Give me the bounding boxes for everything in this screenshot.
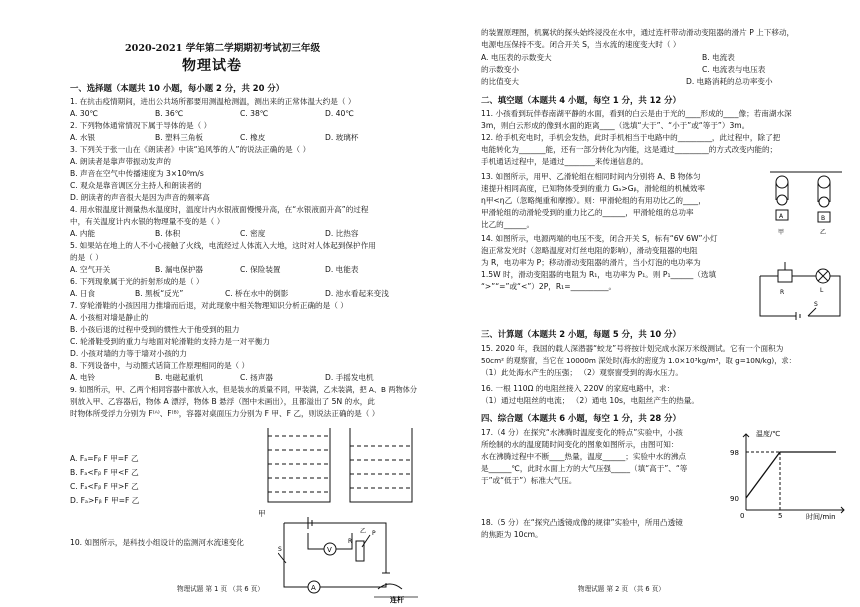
question-9-cont1: 别放入甲、乙容器后，物体 A 漂浮，物体 B 悬浮（图中未画出），且都溢出了 5N 的水，此 <box>70 397 375 406</box>
graph-tick-5: 5 <box>778 512 783 520</box>
q10-circuit-figure <box>278 513 424 607</box>
fig13-label-yi: 乙 <box>820 229 827 236</box>
q7-option-b: B. 小孩后退的过程中受到的惯性大于他受到的阻力 <box>70 325 240 334</box>
question-14-cont4: “>”“=”或“<”）2P，R₁=__________。 <box>481 282 617 291</box>
graph-xlabel: 时间/min <box>806 513 836 520</box>
q1-option-d: D. 40℃ <box>325 109 354 118</box>
fig13-label-b: B <box>821 215 826 222</box>
section-2-heading: 二、填空题（本题共 4 小题，每空 1 分，共 12 分） <box>481 95 681 105</box>
rheostat-symbol <box>778 270 792 282</box>
q1-option-c: C. 38℃ <box>240 109 269 118</box>
question-14-cont3: 1.5W 时，滑动变阻器的电阻为 R₁，电功率为 P₁。则 P₁______（选填 <box>481 270 717 279</box>
section-1-heading: 一、选择题（本题共 10 小题，每小题 2 分，共 20 分） <box>70 83 285 93</box>
q10-option-c-cont: 的比值变大 <box>481 77 519 86</box>
q6-option-d: D. 池水看起来变浅 <box>325 289 389 298</box>
question-14-cont2: 为 R，电功率为 P；移动滑动变阻器的滑片，当小灯泡的电功率为 <box>481 258 701 267</box>
q10-option-a: A. 电压表的示数变大 <box>481 53 552 62</box>
question-6: 6. 下列现象属于光的折射形成的是（ ） <box>70 277 204 286</box>
q10-cont-1: 的装置原理图，机翼状的探头始终浸没在水中，通过连杆带动滑动变阻器的滑片 P 上下移动， <box>481 28 795 37</box>
q10-cont-2: 电源电压保持不变。闭合开关 S，当水流的速度变大时（ ） <box>481 40 681 49</box>
fig9-label-jia: 甲 <box>258 509 266 518</box>
temperature-curve <box>746 452 836 498</box>
q4-option-a: A. 内能 <box>70 229 96 238</box>
q2-option-a: A. 水银 <box>70 133 96 142</box>
q3-option-a: A. 朗读者是靠声带振动发声的 <box>70 157 172 166</box>
q2-option-b: B. 塑料三角板 <box>155 133 204 142</box>
graph-ylabel: 温度/℃ <box>756 430 781 438</box>
graph-tick-98: 98 <box>730 449 739 457</box>
svg-text:P: P <box>372 530 376 537</box>
q7-option-a: A. 小孩相对墙是静止的 <box>70 313 149 322</box>
q13-pulley-figure <box>766 170 846 240</box>
question-17-cont2: 水在沸腾过程中不断____热量，温度______；实验中水的沸点 <box>481 452 687 461</box>
q3-option-b: B. 声音在空气中传播速度为 3×10⁸m/s <box>70 169 204 178</box>
question-9-cont2: 时物体所受浮力分别为 F⁽ᴬ⁾、F⁽ᴮ⁾，容器对桌面压力分别为 F 甲、F 乙，则说法正确的是（ ） <box>70 409 380 418</box>
question-15-cont1: 50cm² 的观察窗，当它在 10000m 深处时(海水的密度为 1.0×10³kg/m³，取 g=10N/kg)，求： <box>481 356 796 365</box>
q10-option-b-cont: 的示数变小 <box>481 65 519 74</box>
question-11-cont: 3m，则白云形成的像到水面的距离____（选填“大于”、“小于”或“等于”）3m。 <box>481 121 750 130</box>
q17-temperature-graph <box>726 426 852 520</box>
question-13: 13. 如图所示，用甲、乙滑轮组在相同时间内分别将 A、B 物体匀 <box>481 172 701 181</box>
rheostat-symbol <box>356 541 364 561</box>
question-8: 8. 下列设备中，与动圈式话筒工作原理相同的是（ ） <box>70 361 250 370</box>
q2-option-c: C. 橡皮 <box>240 133 266 142</box>
subject-title: 物理试卷 <box>182 58 242 74</box>
q8-option-d: D. 手摇发电机 <box>325 373 374 382</box>
question-14: 14. 如图所示，电源两端的电压不变，闭合开关 S，标有“6V 6W”小灯 <box>481 234 718 243</box>
graph-tick-90: 90 <box>730 495 739 503</box>
q5-option-b: B. 漏电保护器 <box>155 265 204 274</box>
q2-option-d: D. 玻璃杯 <box>325 133 359 142</box>
question-2: 2. 下列物体通常情况下属于导体的是（ ） <box>70 121 212 130</box>
q3-option-d: D. 朗读者的声音很大是因为声音的频率高 <box>70 193 210 202</box>
question-5: 5. 如果站在地上的人不小心接触了火线，电流经过人体流入大地，这时对人体起到保护作用 <box>70 241 376 250</box>
question-18-cont: 的焦距为 10cm。 <box>481 530 543 539</box>
circuit-top-wire <box>284 523 386 573</box>
q4-option-d: D. 比热容 <box>325 229 359 238</box>
question-12-cont1: 电能转化为_______能，还有一部分转化为内能，这是通过_________的方式改变内能的； <box>481 145 778 154</box>
question-11: 11. 小孩看到玩伴春南湖平静的水面，看到的白云是由于光的____形成的____像；若南湖水深 <box>481 109 792 118</box>
question-1: 1. 在抗击疫情期间，进出公共场所都要用测温枪测温，测出来的正常体温大约是（ ） <box>70 97 356 106</box>
q6-option-c: C. 桥在水中的倒影 <box>225 289 289 298</box>
q5-option-d: D. 电能表 <box>325 265 359 274</box>
question-3: 3. 下列关于张一山在《朗读者》中读“追风筝的人”的说法正确的是（ ） <box>70 145 311 154</box>
question-17-cont1: 所绘制的水的温度随时间变化的图象如图所示，由图可知： <box>481 440 679 449</box>
q8-option-c: C. 扬声器 <box>240 373 273 382</box>
q9-option-c: C. Fₐ<Fᵦ F 甲>F 乙 <box>70 482 139 491</box>
question-7: 7. 穿轮滑鞋的小孩因用力推墙而后退，对此现象中相关物理知识分析正确的是（ ） <box>70 301 348 310</box>
q1-option-a: A. 30℃ <box>70 109 99 118</box>
q5-option-c: C. 保险装置 <box>240 265 281 274</box>
question-13-cont2: η甲<η乙（忽略绳重和摩擦）。则：甲滑轮组的有用功比乙的____， <box>481 196 706 205</box>
q9-option-a: A. Fₐ=Fᵦ F 甲=F 乙 <box>70 454 139 463</box>
q10-option-b: B. 电流表 <box>702 53 735 62</box>
question-13-cont4: 比乙的______。 <box>481 220 535 229</box>
question-16-cont: （1）通过电阻丝的电流； （2）通电 10s，电阻丝产生的热量。 <box>481 396 699 405</box>
q10-option-c: C. 电流表与电压表 <box>702 65 766 74</box>
svg-text:V: V <box>327 546 332 554</box>
q6-option-a: A. 日食 <box>70 289 96 298</box>
fig14-label-s: S <box>814 301 818 308</box>
fig10-label-rod: 连杆 <box>390 596 404 604</box>
question-12: 12. 给手机充电时，手机会发热，此时手机相当于电路中的_________，此过程中，除了把 <box>481 133 781 142</box>
q1-option-b: B. 36℃ <box>155 109 184 118</box>
fig9-label-yi: 乙 <box>360 528 367 535</box>
fig14-label-r: R <box>780 289 785 296</box>
question-10: 10. 如图所示，是科技小组设计的监测河水流速变化 <box>70 538 244 547</box>
fig13-label-jia: 甲 <box>778 229 785 236</box>
exam-title: 2020-2021 学年第二学期期初考试初三年级 <box>125 43 321 54</box>
svg-text:R: R <box>348 538 353 545</box>
q8-option-a: A. 电铃 <box>70 373 96 382</box>
q3-option-c: C. 观众是靠音调区分主持人和朗读者的 <box>70 181 202 190</box>
question-17-cont3: 是______℃，此时水面上方的大气压强_____（填“高于”、“等 <box>481 464 688 473</box>
question-16: 16. 一根 110Ω 的电阻丝接入 220V 的家庭电路中，求： <box>481 384 675 393</box>
q14-circuit-figure <box>754 256 846 326</box>
svg-text:A: A <box>311 584 316 592</box>
q4-option-b: B. 体积 <box>155 229 181 238</box>
svg-text:S: S <box>278 546 282 553</box>
question-5-cont: 的是（ ） <box>70 253 103 262</box>
section-4-heading: 四、综合题（本题共 6 小题，每空 1 分，共 28 分） <box>481 413 681 423</box>
q10-option-d: D. 电路消耗的总功率变小 <box>686 77 773 86</box>
q9-option-b: B. Fₐ<Fᵦ F 甲<F 乙 <box>70 468 139 477</box>
question-15-cont2: （1）此处海水产生的压强； （2）观察窗受到的海水压力。 <box>481 368 683 377</box>
question-9: 9. 如图所示，甲、乙两个相同容器中都放入水，但是装水的质量不同，甲装满，乙未装满，把 A、B 两物体分 <box>70 385 418 394</box>
question-4: 4. 用水银温度计测量热水温度时，温度计内水银液面慢慢升高，在“水银液面升高”的过程 <box>70 205 369 214</box>
q6-option-b: B. 黑板“反光” <box>135 289 184 298</box>
q7-option-c: C. 轮滑鞋受到的重力与地面对轮滑鞋的支持力是一对平衡力 <box>70 337 270 346</box>
question-13-cont3: 甲滑轮组的动滑轮受到的重力比乙的______，甲滑轮组的总功率 <box>481 208 694 217</box>
q8-option-b: B. 电磁起重机 <box>155 373 204 382</box>
q5-option-a: A. 空气开关 <box>70 265 111 274</box>
question-12-cont2: 手机通话过程中，是通过________来传递信息的。 <box>481 157 649 166</box>
q4-option-c: C. 密度 <box>240 229 266 238</box>
section-3-heading: 三、计算题（本题共 2 小题，每题 5 分，共 10 分） <box>481 329 681 339</box>
page-footer-1: 物理试题 第 1 页 （共 6 页） <box>177 585 264 593</box>
question-14-cont1: 泡正常发光时（忽略温度对灯丝电阻的影响），滑动变阻器的电阻 <box>481 246 698 255</box>
question-4-cont: 中，有关温度计内水银的物理量不变的是（ ） <box>70 217 225 226</box>
question-13-cont1: 速提升相同高度，已知物体受到的重力 Gₐ>Gᵦ，滑轮组的机械效率 <box>481 184 706 193</box>
q7-option-d: D. 小孩对墙的力等于墙对小孩的力 <box>70 349 187 358</box>
page-footer-2: 物理试题 第 2 页 （共 6 页） <box>578 585 665 593</box>
fig13-label-a: A <box>779 213 784 220</box>
question-17-cont4: 于”或“低于”）标准大气压。 <box>481 476 577 485</box>
q9-option-d: D. Fₐ>Fᵦ F 甲=F 乙 <box>70 496 140 505</box>
question-15: 15. 2020 年，我国的载人深潜器“蛟龙”号将按计划完成水深万米级测试。它有一个面积为 <box>481 344 784 353</box>
q9-containers-figure <box>262 426 418 506</box>
fig14-label-l: L <box>820 287 824 294</box>
question-18: 18.（5 分）在“探究凸透镜成像的规律”实验中，所用凸透镜 <box>481 518 683 527</box>
question-17: 17.（4 分）在探究“水沸腾时温度变化的特点”实验中，小孩 <box>481 428 683 437</box>
graph-tick-0: 0 <box>740 512 745 520</box>
